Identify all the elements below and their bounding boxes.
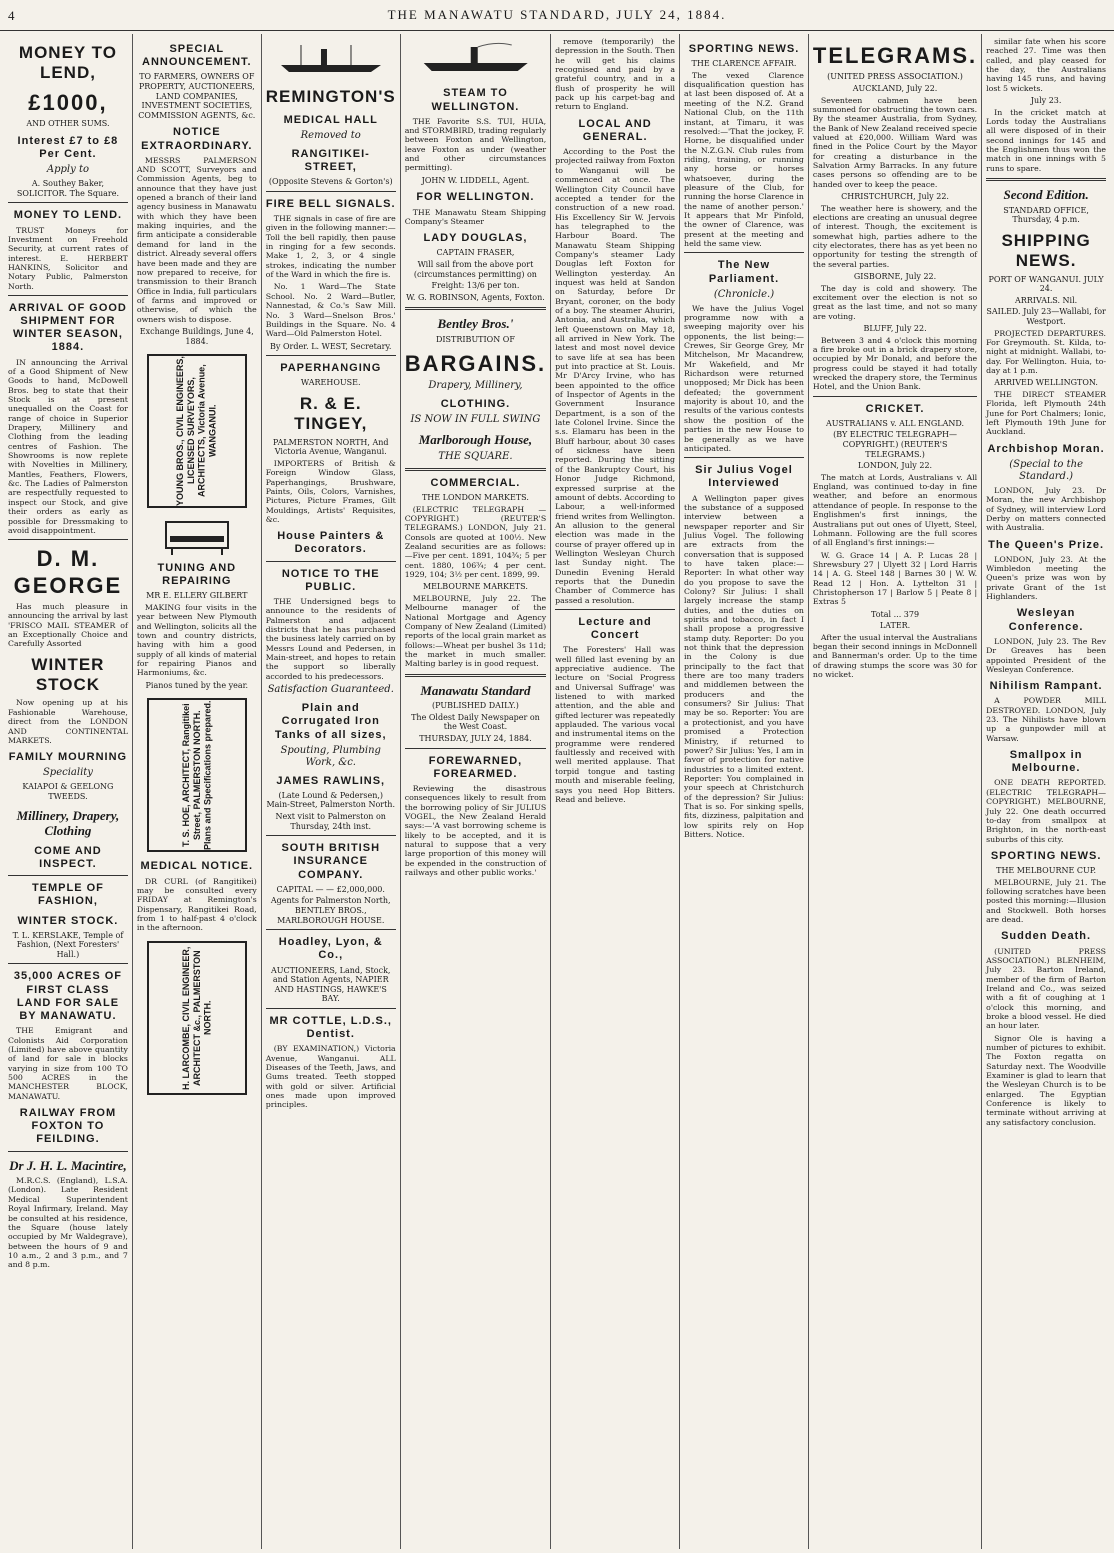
hoe-card bbox=[147, 698, 247, 852]
notice-public-title: NOTICE TO THE PUBLIC. bbox=[281, 567, 380, 593]
dentist-title: MR COTTLE, L.D.S., Dentist. bbox=[269, 1014, 392, 1041]
dm-george-body: Has much pleasure in announcing the arrival by last 'FRISCO MAIL STEAMER of an Exceptionally Choice and Carefully Assorted bbox=[8, 601, 128, 649]
money-other: AND OTHER SUMS. bbox=[26, 119, 110, 129]
steam-title: STEAM TO WELLINGTON. bbox=[431, 87, 520, 113]
column-2 bbox=[132, 34, 261, 1549]
telegrams-title: TELEGRAMS. bbox=[812, 43, 978, 68]
vogel-body: A Wellington paper gives the substance of a supposed interview between a newspaper reporter and Sir Julius Vogel. The following are extracts from the conversation that is supposed to have taken place:— Reporter: In what other way do you propose to save the Colony? Sir Julius: I shall largely increase the stamp duties, and the duties on spirits and tobacco, in fact I shall propose a progressive stamp duty. Reporter: Do you not think that the depression in the Colony is due principally to the fact that there are too many traders and middlemen between the producers and the consumers? Sir Julius: That may be so. Reporter: You are a protectionist, and you have promised a Protection Ministry, if returned to power? Sir Julius: Yes, I am in favor of protection for native industries to a limited extent. Reporter: You complained in your speech at Christchurch of the depression? Sir Julius: That is so. For sinking spells, fits, dizziness, palpitation and low spirits rely on Hop Bitters. Notice. bbox=[684, 493, 804, 839]
captain: CAPTAIN FRASER, bbox=[436, 248, 515, 258]
sails: Will sail from the above port (circumstances permitting) on bbox=[413, 260, 537, 279]
later-title: LATER. bbox=[879, 621, 911, 631]
cricket-scores: W. G. Grace 14 | A. P. Lucas 28 | Shrewsbury 27 | Ulyett 32 | Lord Harris 14 | A. G. Steel 148 | Barnes 30 | W. W. Read 12 | Hon. A. Lyttelton 31 | Christopherson 17 | Barlow 5 | Peate 8 | Extras 5 bbox=[812, 550, 978, 607]
published-daily: (PUBLISHED DAILY.) bbox=[432, 701, 519, 711]
winter-stock-title: WINTER STOCK bbox=[31, 654, 105, 695]
money2-title: MONEY TO LEND. bbox=[13, 209, 123, 222]
moran-title: Archbishop Moran. bbox=[987, 442, 1105, 455]
nihilism-title: Nihilism Rampant. bbox=[989, 680, 1103, 693]
c8-sporting: SPORTING NEWS. bbox=[990, 849, 1102, 862]
forewarned-body: Reviewing the disastrous consequences likely to result from the borrowing policy of Sir JULIUS VOGEL, the New Zealand Herald says:—'A vast borrowing scheme is likely to be accepted, and it is natural to suppose that a very large proportion of this money will be expended in the construction of railways and other public works.' bbox=[404, 783, 547, 878]
capital: CAPITAL — — £2,000,000. bbox=[276, 884, 385, 894]
land-body: THE Emigrant and Colonists Aid Corporation (Limited) have above quantity of land for sale in blocks varying in size from 100 TO 500 ACRES in the MANCHESTER BLOCK, MANAWATU. bbox=[8, 1026, 128, 1101]
gisborne-date: GISBORNE, July 22. bbox=[853, 272, 937, 282]
column-6 bbox=[679, 34, 808, 1549]
money-interest: Interest £7 to £8 Per Cent. bbox=[17, 134, 119, 160]
fire-body: THE signals in case of fire are given in the following manner:— Toll the bell rapidly, then pause in ringing for a few seconds. Make 1, 2, 3, or 4 single strokes, indicating the number of the Ward in which the fire is. bbox=[265, 214, 396, 280]
local-title: LOCAL AND GENERAL. bbox=[578, 117, 652, 143]
tuning-body: MAKING four visits in the year between New Plymouth and Wellington, solicits all the town and country districts, having with him a good supply of all kinds of material for repairing Pianos and Harmoniums, &c. bbox=[136, 603, 257, 678]
money-apply: Apply to bbox=[46, 164, 89, 176]
queens-title: The Queen's Prize. bbox=[988, 538, 1105, 551]
cricket-title: CRICKET. bbox=[865, 402, 925, 415]
c8-intro2: In the cricket match at Lords today the Australians all were disposed of in their second innings for 145 and the Englishmen thus won the match in one innings with 5 runs to spare. bbox=[986, 107, 1107, 173]
young-bros-text: YOUNG BROS., CIVIL ENGINEERS, LICENSED SURVEYORS, ARCHITECTS, Victoria Avenue, WANGANUI. bbox=[175, 356, 218, 507]
satisfaction: Satisfaction Guaranteed. bbox=[267, 684, 394, 696]
temple-kerslake: T. L. KERSLAKE, Temple of Fashion, (Next Foresters' Hall.) bbox=[12, 930, 124, 959]
opposite: (Opposite Stevens & Gorton's) bbox=[268, 177, 393, 187]
young-bros-card bbox=[147, 354, 247, 508]
parliament-body: We have the Julius Vogel programme now with a sweeping majority over his opponents, the list being:— Crewes, Sir George Grey, Mr Mitchelson, Mr Macandrew, Mr Wakefield, and Mr Richardson were returned unopposed; Mr Dick has been defeated; the government majority is about 10, and the results of the various contests show the position of the parties in the new House to be generally as we have anticipated. bbox=[684, 303, 804, 453]
column-1 bbox=[4, 34, 132, 1549]
tuning-title: TUNING AND REPAIRING bbox=[157, 562, 237, 588]
sudden-death-body: (UNITED PRESS ASSOCIATION.) BLENHEIM, July 23. Barton Ireland, member of the firm of Barton Ireland and Co., was seized with a fit of coughing at 1 o'clock this morning, and broke a blood vessel. He died an hour later. bbox=[986, 946, 1107, 1031]
vogel-title: Sir Julius Vogel Interviewed bbox=[695, 464, 793, 490]
local-tail: Signor Ole is having a number of pictures to exhibit. The Foxton regatta on Saturday next. The Woodville Examiner is glad to learn that the Wesleyan Church is to be enlarged. The Egyptian Conference is likely to terminate without arriving at any satisfactory conclusion. bbox=[986, 1033, 1107, 1127]
remington-title: REMINGTON'S bbox=[265, 87, 396, 107]
departures: PROJECTED DEPARTURES. For Greymouth. St. Kilda, to-night at midnight. Wallabi, to-day. For Wellington. Huia, to-day at 1 p.m. bbox=[986, 328, 1107, 375]
oldest-paper: The Oldest Daily Newspaper on the West Coast. bbox=[411, 712, 540, 732]
medical-notice-body: DR CURL (of Rangitikei) may be consulted every FRIDAY at Remington's Dispensary, Rangitikei Road, from 1 to half-past 4 o'clock in the afternoon. bbox=[136, 876, 257, 933]
notice-title: NOTICE EXTRAORDINARY. bbox=[141, 126, 253, 152]
speciality: Speciality bbox=[42, 767, 93, 779]
masthead bbox=[0, 0, 1114, 31]
steam-body: THE Favorite S.S. TUI, HUIA, and STORMBIRD, trading regularly between Foxton and Wellington, leave Foxton as under (weather and other circumstances permitting). bbox=[404, 116, 547, 173]
the-square: THE SQUARE. bbox=[438, 450, 513, 462]
gilbert-name: MR E. ELLERY GILBERT bbox=[146, 591, 248, 601]
steamer-icon bbox=[405, 41, 546, 75]
special-title: SPECIAL ANNOUNCEMENT. bbox=[142, 43, 252, 69]
money-solicitor: A. Southey Baker, SOLICITOR. The Square. bbox=[16, 179, 120, 198]
port: PORT OF WANGANUI. JULY 24. bbox=[988, 274, 1104, 294]
lecture-body: The Foresters' Hall was well filled last evening by an appreciative audience. The lecture on 'Social Progress and Universal Suffrage' was listened to with marked attention, and the able and gifted lecturer was repeatedly applauded. The various vocal and instrumental items on the programme were rendered faultlessly and received with well merited applause. That torpid tongue and tasting mouth and miserable feeling, says you need Hop Bitters. Read and believe. bbox=[555, 645, 676, 804]
moran-body: LONDON, July 23. Dr Moran, the new Archbishop of Sydney, will interview Lord Derby on matters connected with Australia. bbox=[986, 485, 1107, 533]
auckland-date: AUCKLAND, July 22. bbox=[852, 83, 938, 93]
gisborne-body: The day is cold and showery. The excitement over the election is not so great as the last time, and not so many are voting. bbox=[812, 283, 978, 321]
fire-wards: No. 1 Ward—The State School. No. 2 Ward—Butler, Nannestad, & Co.'s Saw Mill. No. 3 Ward—Snelson Bros.' Buildings in the Square. No. 4 Ward—Old Palmerston Hotel. bbox=[265, 282, 396, 339]
rangitikei-street: RANGITIKEI-STREET, bbox=[291, 147, 370, 174]
special-standard: (Special to the Standard.) bbox=[1009, 458, 1083, 482]
christchurch-date: CHRISTCHURCH, July 22. bbox=[841, 192, 949, 202]
medical-notice-title: MEDICAL NOTICE. bbox=[140, 860, 254, 873]
fire-order: By Order. L. WEST, Secretary. bbox=[270, 341, 392, 351]
c8-date: July 23. bbox=[1030, 96, 1062, 106]
auckland-body: Seventeen cabmen have been summoned for obstructing the town cars. By the steamer Australia, from Sydney, the Bank of New Zealand received specie valued at £20,000. William Ward was fined in the Police Court by the Mayor for creating a disturbance in the Salvation Army Barracks. In any future cases persons so offending are to be handed over to keep the peace. bbox=[812, 95, 978, 189]
tingey-body: IMPORTERS of British & Foreign Window Glass, Paperhangings, Brushware, Paints, Oils, Colors, Varnishes, Pictures, Picture Frames, Gilt Mouldings, Artists' Requisites, &c. bbox=[265, 458, 396, 524]
hoe-text: T. S. HOE, ARCHITECT, Rangitikei Street, PALMERSTON NORTH. Plans and Specifications prepared. bbox=[180, 700, 213, 851]
c8-intro: similar fate when his score reached 27. Time was then called, and play ceased for the day, the Australians having 145 runs, and having lost 5 wickets. bbox=[986, 37, 1107, 93]
lady-douglas: LADY DOUGLAS, bbox=[423, 232, 528, 245]
columns bbox=[4, 34, 1110, 1549]
lecture-title: Lecture and Concert bbox=[578, 615, 652, 642]
removed-to: Removed to bbox=[300, 129, 361, 141]
insurance-agents: Agents for Palmerston North, BENTLEY BROS., MARLBOROUGH HOUSE. bbox=[270, 896, 391, 925]
nihilism-body: A POWDER MILL DESTROYED. LONDON, July 23. The Nihilists have blown up a gunpowder mill at Warsaw. bbox=[986, 696, 1107, 743]
cup-body: MELBOURNE, July 21. The following scratches have been posted this morning:—Illusion and Stockwell. Both horses are dead. bbox=[986, 877, 1107, 925]
wesleyan-body: LONDON, July 23. The Rev Dr Greaves has been appointed President of the Wesleyan Conference. bbox=[986, 636, 1107, 674]
issue-date: THURSDAY, JULY 24, 1884. bbox=[419, 734, 532, 744]
come-inspect: COME AND INSPECT. bbox=[34, 844, 102, 870]
forewarned-title: FOREWARNED, FOREARMED. bbox=[428, 754, 523, 780]
standard-office: STANDARD OFFICE, Thursday, 4 p.m. bbox=[1003, 205, 1089, 225]
melbourne-cup: THE MELBOURNE CUP. bbox=[996, 866, 1097, 876]
second-edition: Second Edition. bbox=[1003, 187, 1089, 203]
pianos-tuned: Pianos tuned by the year. bbox=[145, 680, 249, 690]
temple-winter: WINTER STOCK. bbox=[17, 914, 119, 927]
melbourne-markets: MELBOURNE MARKETS. bbox=[422, 582, 528, 592]
standard-title: Manawatu Standard bbox=[420, 682, 531, 698]
christchurch-body: The weather here is showery, and the elections are creating an unusual degree of interest. Though, the excitement is somewhat high, parties adhere to the city electorates, there has as yet been no opportunity for testing the strength of the several parties. bbox=[812, 203, 978, 269]
shipping-title: SHIPPING NEWS. bbox=[1001, 230, 1091, 271]
dentist-body: (BY EXAMINATION,) Victoria Avenue, Wanganui. ALL Diseases of the Teeth, Jaws, and Gums treated. Teeth stopped with gold or silver. Artificial ones made upon improved principles. bbox=[265, 1044, 396, 1110]
larcombe-card bbox=[147, 941, 247, 1095]
piano-icon bbox=[162, 516, 232, 556]
railway-title: RAILWAY FROM FOXTON TO FEILDING. bbox=[19, 1106, 117, 1146]
robinson: W. G. ROBINSON, Agents, Foxton. bbox=[406, 292, 545, 302]
painters-title: House Painters & Decorators. bbox=[277, 530, 385, 556]
smallpox-body: ONE DEATH REPORTED. (ELECTRIC TELEGRAPH—COPYRIGHT.) MELBOURNE, July 22. One death occurred to-day from smallpox at Brighton, in the north-east suburbs of this city. bbox=[986, 778, 1107, 844]
local-body: According to the Post the projected railway from Foxton to Wanganui will be commenced at once. The Wellington City Council have accepted a tender for the construction of a new road. His Excellency Sir W. Jervois has telegraphed to the Harbour Board. The Manawatu Steam Shipping Company's steamer Lady Douglas left Foxton for Wellington yesterday. An inquest was held at Sandon on Saturday, before Dr Bryant, coroner, on the body of a boy. The steamer Ahuriri, Antonia, and Australia, which left Queenstown on May 18, all arrived in New York. The latest and most novel device to save life at sea has been put into practice at St. Louis. Mr D'Arcy Irvine, who has been appointed to the office of Inspector of Agents in the Government Insurance Department, is a son of the late Colonel Irvine. Since the s.s. Elamaru has been in the Bluff harbour, about 30 cases of sickness have been reported. During the sitting of the Bankruptcy Court, his Honor Judge Richmond, expressed surprise at the amount of debts. According to Labour, a well-informed friend writes from Wellington. An allusion to the general election was made in the course of prayer offered up in Wellington Wesleyan Church last Sunday night. The Dunedin Evening Herald reports that the Dunedin Chamber of Commerce has passed a resolution. bbox=[555, 147, 676, 605]
sporting-title: SPORTING NEWS. bbox=[688, 43, 800, 55]
medical-hall: MEDICAL HALL bbox=[283, 113, 378, 126]
spouting: Spouting, Plumbing Work, &c. bbox=[280, 744, 381, 768]
auctioneers: AUCTIONEERS, Land, Stock, and Station Agents, NAPIER AND HASTINGS, HAWKE'S BAY. bbox=[270, 965, 391, 1004]
company-line: THE Manawatu Steam Shipping Company's Steamer bbox=[404, 207, 547, 226]
tingey-title: R. & E. TINGEY, bbox=[294, 393, 368, 434]
winter-stock-body: Now opening up at his Fashionable Warehouse, direct from the LONDON AND CONTINENTAL MARKETS. bbox=[8, 698, 128, 745]
tingey-location: PALMERSTON NORTH, And Victoria Avenue, Wanganui. bbox=[272, 437, 389, 457]
marlborough: Marlborough House, bbox=[418, 432, 533, 448]
family-mourning: FAMILY MOURNING bbox=[8, 751, 128, 764]
warehouse-label: WAREHOUSE. bbox=[300, 378, 361, 388]
to-farmers: TO FARMERS, OWNERS OF PROPERTY, AUCTIONEERS, LAND COMPANIES, INVESTMENT SOCIETIES, COMMISSION AGENTS, &c. bbox=[138, 72, 256, 120]
liddell: JOHN W. LIDDELL, Agent. bbox=[421, 175, 530, 185]
column-3 bbox=[261, 34, 400, 1549]
arrivals: ARRIVALS. Nil. bbox=[1014, 295, 1078, 305]
commercial-title: COMMERCIAL. bbox=[430, 476, 521, 489]
rawlins-title: JAMES RAWLINS, bbox=[276, 774, 386, 787]
press-association: (UNITED PRESS ASSOCIATION.) bbox=[827, 72, 963, 82]
chronicle: (Chronicle.) bbox=[713, 288, 775, 300]
column-4 bbox=[400, 34, 550, 1549]
notice-body: MESSRS PALMERSON AND SCOTT, Surveyors and Commission Agents, beg to announce that they have just opened a branch of their land agency business in Manawatu with which they have been making inquiries, and the firm anticipate a considerable demand for land in the district. Already several offers have been made and they are now prepared to receive, for transmission to their Branch Office in India, full particulars of farms and improved or otherwise, of which the owners wish to dispose. bbox=[136, 155, 257, 324]
notice-public-body: THE Undersigned begs to announce to the residents of Palmerston and adjacent districts that he has purchased the business lately carried on by Messrs Lound and Pedersen, in Main-street, and hopes to retain the support so liberally accorded to his predecessors. bbox=[265, 597, 396, 681]
bluff-date: BLUFF, July 22. bbox=[863, 323, 927, 333]
bentley-title: Bentley Bros.' bbox=[437, 316, 514, 332]
cricket-body: The match at Lords, Australians v. All England, was continued to-day in fine weather, and before an enormous attendance of people. In response to the Englishmen's first innings, the Australians put out ones of Ulyett, Steel, Lohmann. Following are the full scores of all England's first innings:— bbox=[812, 472, 978, 548]
clarence-body: The vexed Clarence disqualification question has at last been disposed of. At a meeting of the N.Z. Grand National Club, on the 11th instant, at Timaru, it was resolved:—'That the jockey, F. Horne, be disqualified under the N.Z.G.N. Club rules from riding, training, or running any horse or horses whatsoever, during the pleasure of the Club, for running the horse Clarence in the name of another person.' It appears that Mr Pinfold, the owner of Clarence, was present at the meeting and held the same view. bbox=[684, 70, 804, 248]
arrived-body: THE DIRECT STEAMER Florida, left Plymouth 24th June for Port Chalmers; Ionic, left Plymouth 19th June for Auckland. bbox=[986, 389, 1107, 437]
australians-title: AUSTRALIANS v. ALL ENGLAND. bbox=[826, 418, 965, 428]
full-swing: IS NOW IN FULL SWING bbox=[410, 414, 541, 426]
page-number: 4 bbox=[8, 8, 17, 23]
larcombe-text: H. LARCOMBE, CIVIL ENGINEER, ARCHITECT &c., PALMERSTON NORTH. bbox=[180, 945, 213, 1090]
parliament-title: The New Parliament. bbox=[708, 259, 780, 285]
arrived-wellington: ARRIVED WELLINGTON. bbox=[994, 378, 1098, 388]
temple-title: TEMPLE OF FASHION, bbox=[31, 882, 104, 908]
bluff-body: Between 3 and 4 o'clock this morning a fire broke out in a brick drapery store, occupied by Mr Donald, and before the progress could be stayed it had totally wrecked the drapery store, the Terminus Hotel, and the Union Bank. bbox=[812, 335, 978, 392]
millinery-line: Millinery, Drapery, Clothing bbox=[16, 807, 120, 839]
kaiapoi-tweeds: KAIAPOI & GEELONG TWEEDS. bbox=[22, 782, 114, 801]
paperhanging-title: PAPERHANGING bbox=[280, 362, 382, 375]
column-7 bbox=[808, 34, 981, 1549]
cricket-tag: (BY ELECTRIC TELEGRAPH—COPYRIGHT.) (REUTER'S TELEGRAMS.) bbox=[833, 430, 957, 459]
money-title: MONEY TO LEND, bbox=[18, 43, 117, 83]
smallpox-title: Smallpox in Melbourne. bbox=[1009, 749, 1083, 775]
land-title: 35,000 ACRES OF FIRST CLASS LAND FOR SALE BY MANAWATU. bbox=[13, 970, 122, 1023]
wesleyan-title: Wesleyan Conference. bbox=[1008, 607, 1084, 633]
cricket-total: Total ... 379 bbox=[871, 609, 920, 619]
arrival-title: ARRIVAL OF GOOD SHIPMENT FOR WINTER SEASON, 1884. bbox=[9, 301, 127, 354]
for-wellington: FOR WELLINGTON. bbox=[416, 191, 535, 204]
column-5 bbox=[550, 34, 679, 1549]
london-markets: THE LONDON MARKETS. bbox=[421, 492, 529, 502]
arrival-body: IN announcing the Arrival of a Good Shipment of New Goods to hand, McDowell Bros. beg to state that their Stock is at present unequalled on the Coast for range of choice in Superior Drapery, Millinery and Clothing from the leading centres of Fashion. The Showrooms is now replete with Novelties in Millinery, Mantles, Feathers, Flowers, &c. The Ladies of Palmerston are respectfully requested to inspect our Stock, and give their orders as early as possible for Dressmaking to avoid disappointment. bbox=[8, 357, 128, 535]
cricket-london-date: LONDON, July 22. bbox=[857, 461, 933, 471]
doctor-body: M.R.C.S. (England), L.S.A. (London). Late Resident Medical Superintendent Royal Infirmary, Ireland. May be consulted at his residence, the Square (house lately occupied by Mr Waldegrave), between the hours of 9 and 10 a.m., 2 and 3 p.m., and 7 and 8 p.m. bbox=[8, 1176, 128, 1270]
masthead-title: THE MANAWATU STANDARD, JULY 24, 1884. bbox=[387, 7, 727, 22]
column-8 bbox=[981, 34, 1110, 1549]
freight: Freight: 13/6 per ton. bbox=[431, 281, 520, 291]
bargains: BARGAINS. bbox=[404, 350, 547, 376]
melbourne-body: MELBOURNE, July 22. The Melbourne manager of the National Mortgage and Agency Company of New Zealand (Limited) reports of the local grain market as follows:—Wheat per bushel 3s 11d; the market in much smaller. Malting barley is in good request. bbox=[404, 593, 547, 669]
money2-body: TRUST Moneys for Investment on Freehold Security, at current rates of interest. E. HERBERT HANKINS, Solicitor and Notary Public, Palmerston North. bbox=[8, 225, 128, 291]
next-visit: Next visit to Palmerston on Thursday, 24th inst. bbox=[275, 812, 386, 831]
intro-body: remove (temporarily) the depression in the South. Then he will get his claims recognised and paid by a grateful country, and in a flush of prosperity he will pack up his carpet-bag and return to England. bbox=[555, 37, 676, 112]
fire-title: FIRE BELL SIGNALS. bbox=[265, 197, 396, 210]
drapery: Drapery, Millinery, bbox=[428, 379, 523, 391]
later-body: After the usual interval the Australians began their second innings in McDonnell and Bannerman's order. Up to the time of drawing stumps the score was 30 for no wicket. bbox=[812, 632, 978, 680]
ship-icon bbox=[266, 41, 396, 75]
exchange-date: Exchange Buildings, June 4, 1884. bbox=[139, 326, 254, 346]
south-british-title: SOUTH BRITISH INSURANCE COMPANY. bbox=[281, 842, 381, 881]
clothing: CLOTHING. bbox=[440, 397, 511, 410]
sailed: SAILED. July 23—Wallabi, for Westport. bbox=[986, 307, 1106, 326]
hoadley-title: Hoadley, Lyon, & Co., bbox=[278, 936, 383, 962]
sudden-death-title: Sudden Death. bbox=[1001, 930, 1092, 943]
iron-tanks: Plain and Corrugated Iron Tanks of all sizes, bbox=[274, 702, 387, 741]
dm-george-title: D. M. GEORGE bbox=[13, 546, 123, 598]
doctor-title: Dr J. H. L. Macintire, bbox=[9, 1157, 127, 1173]
queens-body: LONDON, July 23. At the Wimbledon meeting the Queen's prize was won by private Grant of the 1st Highlanders. bbox=[986, 554, 1107, 602]
money-amount: £1000, bbox=[28, 89, 108, 115]
distribution: DISTRIBUTION OF bbox=[435, 335, 515, 344]
clarence-title: THE CLARENCE AFFAIR. bbox=[691, 59, 797, 69]
rawlins-location: (Late Lound & Pedersen,) Main-Street, Palmerston North. bbox=[266, 790, 395, 810]
london-body: (ELECTRIC TELEGRAPH — COPYRIGHT.) (REUTER'S TELEGRAMS.) LONDON, July 21. Consols are quoted at 100½. New Zealand securities are as follows: —Five per cent. 1891, 104¾; 5 per cent. 1880, 106¾; 4 per cent. 1929, 104; 3½ per cent. 1899, 99. bbox=[404, 504, 547, 579]
